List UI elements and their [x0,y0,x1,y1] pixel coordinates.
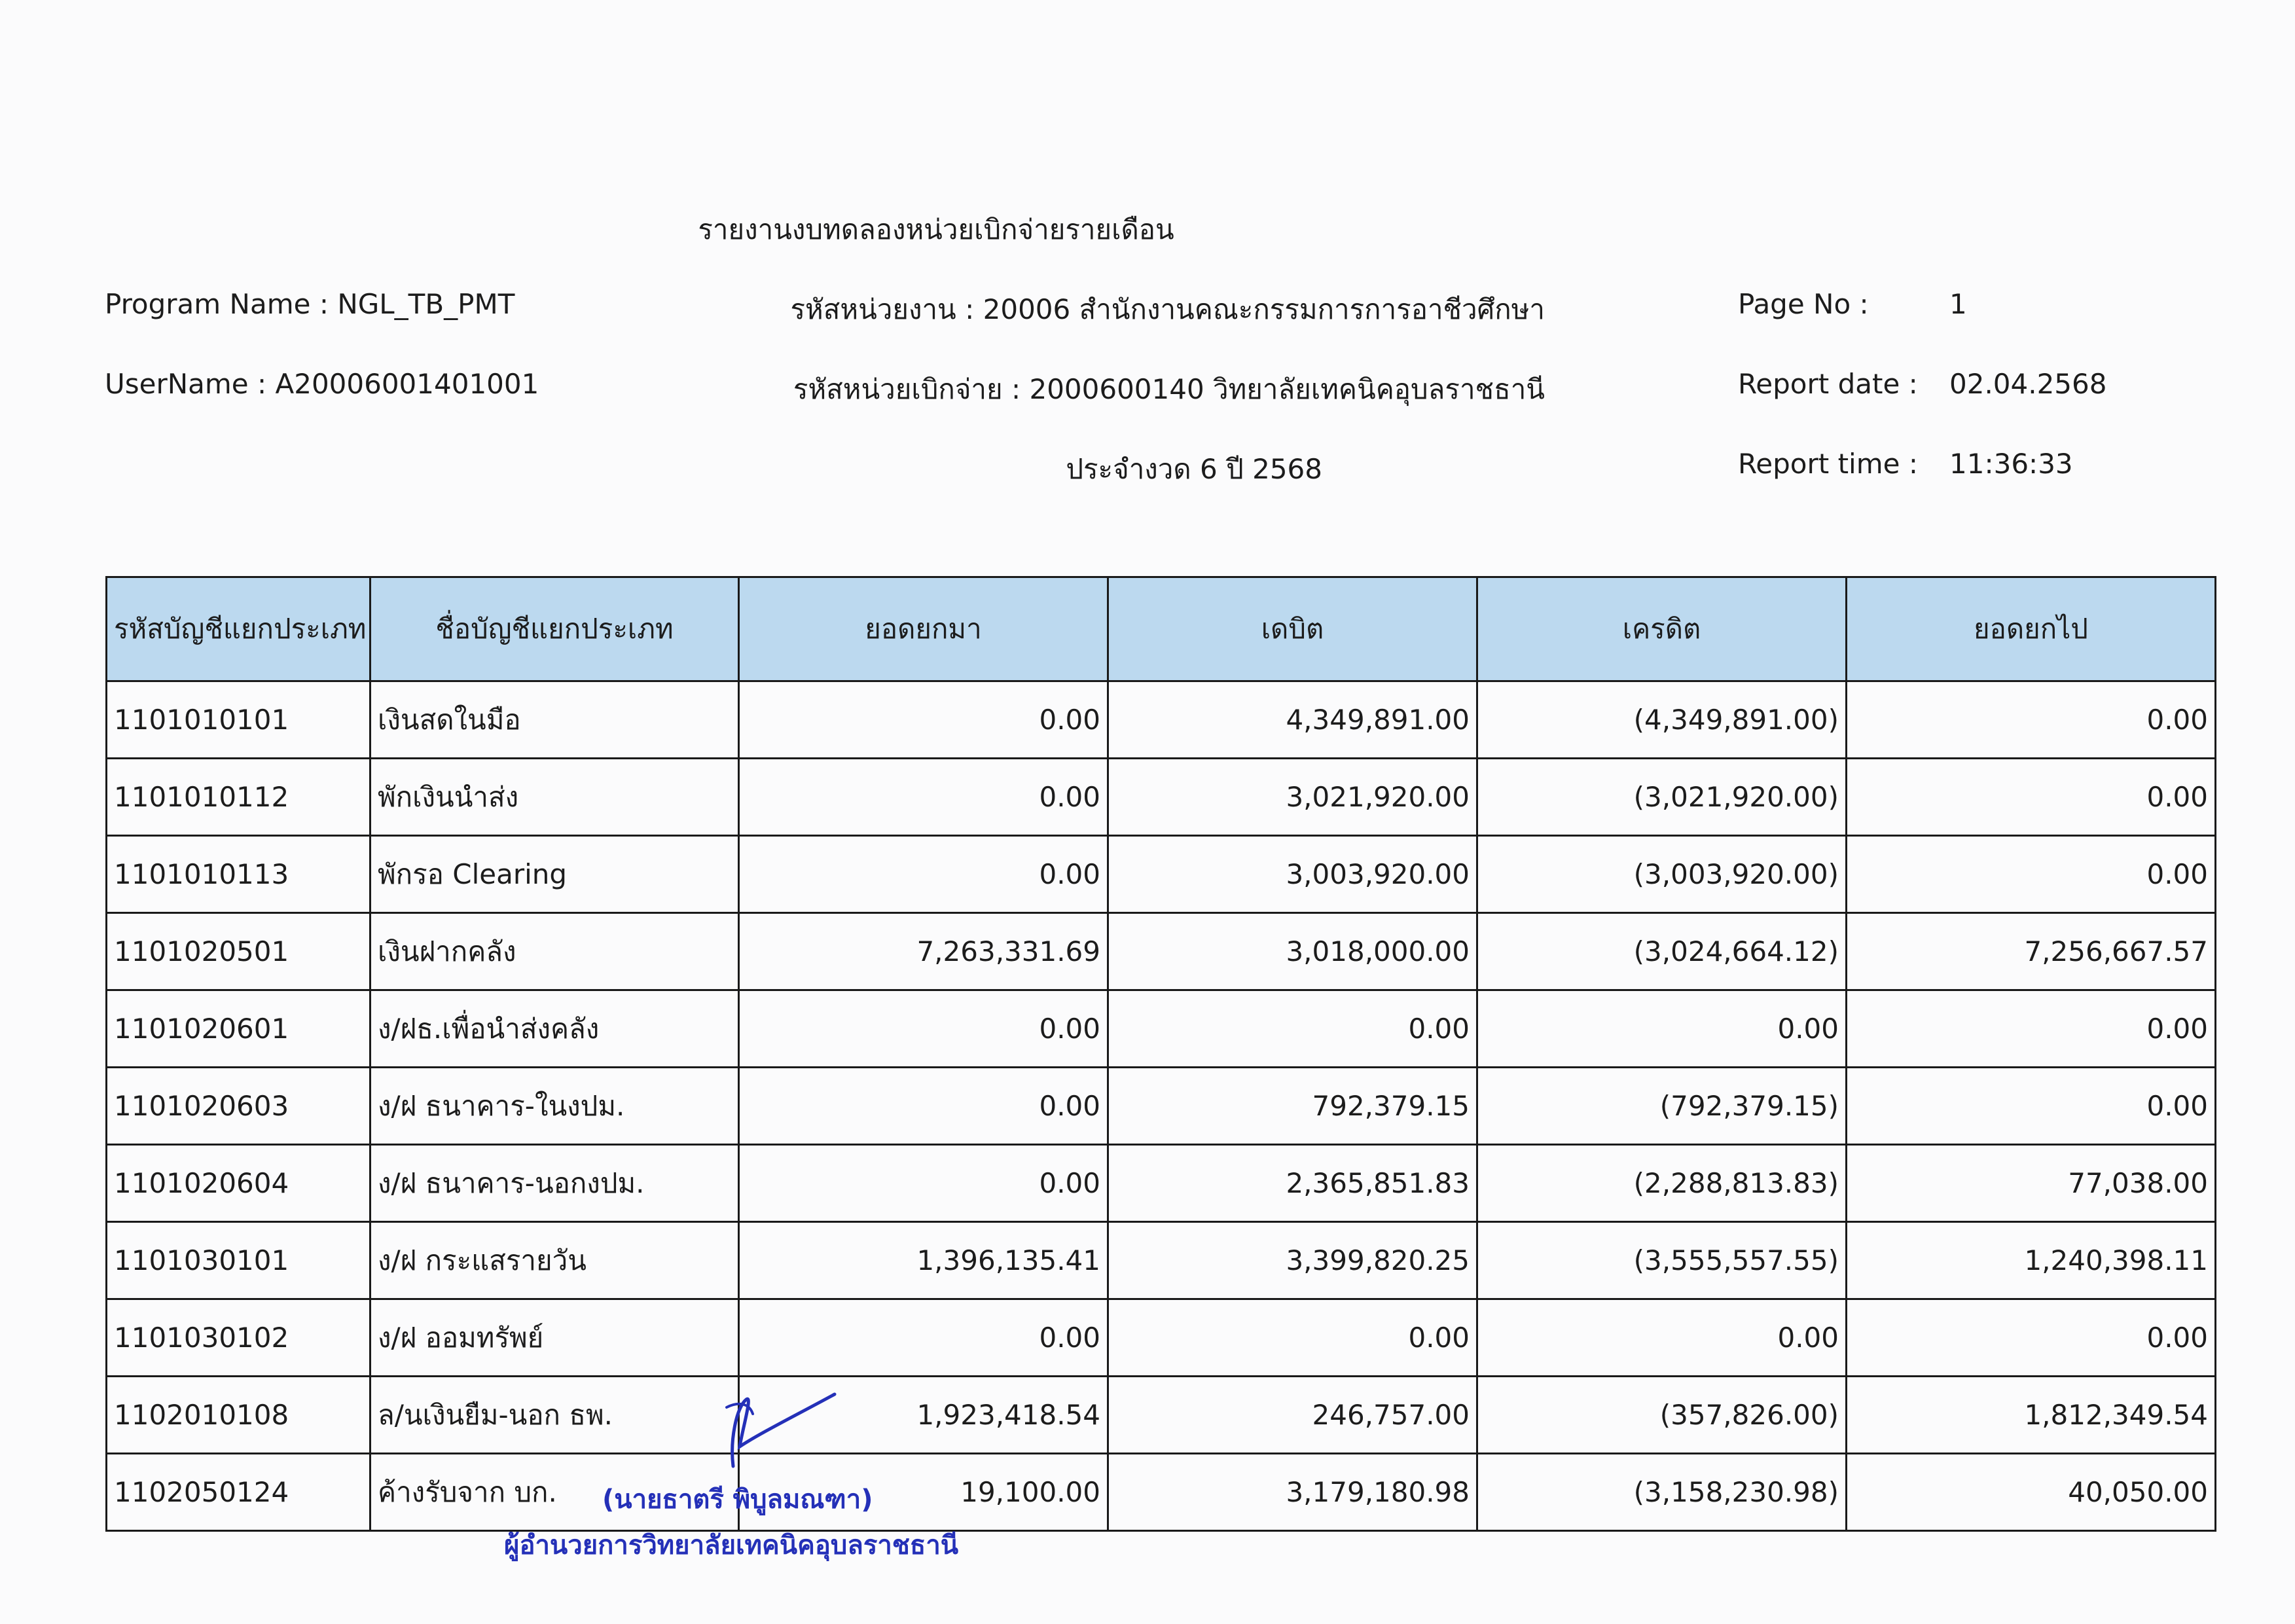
cell-credit: (3,024,664.12) [1477,913,1847,990]
header-brought-forward: ยอดยกมา [739,577,1108,681]
cell-credit: 0.00 [1477,1299,1847,1377]
header-account-code: รหัสบัญชีแยกประเภท [107,577,370,681]
cell-account-name: พักเงินนำส่ง [370,759,739,836]
signature-mark [720,1388,838,1473]
cell-debit: 0.00 [1108,1299,1477,1377]
page-no-label: Page No : [1738,288,1869,320]
page-no-value: 1 [1949,288,1967,320]
cell-brought-forward: 0.00 [739,836,1108,913]
cell-account-name: พักรอ Clearing [370,836,739,913]
cell-account-code: 1101010113 [107,836,370,913]
report-time-label: Report time : [1738,448,1918,480]
agency-code: รหัสหน่วยงาน : 20006 สำนักงานคณะกรรมการการอาชีวศึกษา [790,293,1545,325]
cell-credit: (2,288,813.83) [1477,1145,1847,1222]
cell-debit: 4,349,891.00 [1108,681,1477,759]
cell-debit: 3,003,920.00 [1108,836,1477,913]
table-row [107,1222,2216,1299]
cell-brought-forward: 0.00 [739,990,1108,1068]
signatory-position: ผู้อำนวยการวิทยาลัยเทคนิคอุบลราชธานี [504,1530,959,1561]
cell-brought-forward: 0.00 [739,1145,1108,1222]
cell-carried-forward: 0.00 [1847,990,2216,1068]
cell-debit: 3,018,000.00 [1108,913,1477,990]
report-period: ประจำงวด 6 ปี 2568 [1066,453,1322,485]
cell-carried-forward: 0.00 [1847,759,2216,836]
cell-debit: 246,757.00 [1108,1377,1477,1454]
cell-account-name: ง/ฝ ธนาคาร-ในงปม. [370,1068,739,1145]
cell-brought-forward: 0.00 [739,759,1108,836]
header-account-name: ชื่อบัญชีแยกประเภท [370,577,739,681]
report-date-label: Report date : [1738,368,1918,400]
cell-brought-forward: 0.00 [739,1299,1108,1377]
table-row [107,681,2216,759]
cell-account-code: 1101020604 [107,1145,370,1222]
report-time-value: 11:36:33 [1949,448,2073,480]
table-row [107,1377,2216,1454]
cell-carried-forward: 7,256,667.57 [1847,913,2216,990]
disbursement-unit: รหัสหน่วยเบิกจ่าย : 2000600140 วิทยาลัยเทคนิคอุบลราชธานี [793,373,1545,405]
cell-account-code: 1102050124 [107,1454,370,1531]
cell-account-name: ง/ฝ กระแสรายวัน [370,1222,739,1299]
cell-carried-forward: 77,038.00 [1847,1145,2216,1222]
cell-debit: 0.00 [1108,990,1477,1068]
cell-credit: (792,379.15) [1477,1068,1847,1145]
signatory-name: (นายธาตรี พิบูลมณฑา) [602,1485,873,1515]
cell-account-code: 1101030101 [107,1222,370,1299]
cell-account-code: 1101010112 [107,759,370,836]
cell-account-name: ง/ฝ ธนาคาร-นอกงปม. [370,1145,739,1222]
cell-account-code: 1101020601 [107,990,370,1068]
cell-debit: 3,021,920.00 [1108,759,1477,836]
cell-carried-forward: 0.00 [1847,681,2216,759]
cell-carried-forward: 0.00 [1847,836,2216,913]
cell-debit: 3,399,820.25 [1108,1222,1477,1299]
cell-credit: (3,555,557.55) [1477,1222,1847,1299]
cell-account-code: 1101030102 [107,1299,370,1377]
cell-brought-forward: 0.00 [739,1068,1108,1145]
user-name: UserName : A20006001401001 [105,368,539,400]
table-row [107,913,2216,990]
table-row [107,836,2216,913]
cell-brought-forward: 0.00 [739,681,1108,759]
cell-account-name: เงินฝากคลัง [370,913,739,990]
cell-account-code: 1101010101 [107,681,370,759]
cell-credit: 0.00 [1477,990,1847,1068]
cell-account-code: 1101020603 [107,1068,370,1145]
table-row [107,1145,2216,1222]
report-title: รายงานงบทดลองหน่วยเบิกจ่ายรายเดือน [698,213,1174,245]
table-row [107,990,2216,1068]
cell-debit: 3,179,180.98 [1108,1454,1477,1531]
cell-brought-forward: 1,923,418.54 [739,1377,1108,1454]
cell-carried-forward: 0.00 [1847,1299,2216,1377]
cell-credit: (3,021,920.00) [1477,759,1847,836]
cell-account-name: ง/ฝ ออมทรัพย์ [370,1299,739,1377]
cell-carried-forward: 0.00 [1847,1068,2216,1145]
cell-carried-forward: 40,050.00 [1847,1454,2216,1531]
table-row [107,1299,2216,1377]
header-debit: เดบิต [1108,577,1477,681]
cell-account-name: ค้างรับจาก บก. [370,1454,739,1531]
program-name: Program Name : NGL_TB_PMT [105,288,515,320]
header-carried-forward: ยอดยกไป [1847,577,2216,681]
cell-account-code: 1101020501 [107,913,370,990]
cell-debit: 792,379.15 [1108,1068,1477,1145]
table-header-row [107,577,2216,681]
cell-credit: (4,349,891.00) [1477,681,1847,759]
cell-brought-forward: 19,100.00 [739,1454,1108,1531]
cell-brought-forward: 1,396,135.41 [739,1222,1108,1299]
table-row [107,759,2216,836]
cell-credit: (3,003,920.00) [1477,836,1847,913]
table-row [107,1454,2216,1531]
cell-credit: (3,158,230.98) [1477,1454,1847,1531]
trial-balance-table [105,576,2216,1532]
table-body [107,681,2216,1531]
cell-account-name: เงินสดในมือ [370,681,739,759]
cell-carried-forward: 1,240,398.11 [1847,1222,2216,1299]
table-row [107,1068,2216,1145]
header-credit: เครดิต [1477,577,1847,681]
cell-credit: (357,826.00) [1477,1377,1847,1454]
report-date-value: 02.04.2568 [1949,368,2107,400]
cell-carried-forward: 1,812,349.54 [1847,1377,2216,1454]
cell-account-name: ง/ฝธ.เพื่อนำส่งคลัง [370,990,739,1068]
cell-brought-forward: 7,263,331.69 [739,913,1108,990]
cell-debit: 2,365,851.83 [1108,1145,1477,1222]
cell-account-code: 1102010108 [107,1377,370,1454]
cell-account-name: ล/นเงินยืม-นอก ธพ. [370,1377,739,1454]
